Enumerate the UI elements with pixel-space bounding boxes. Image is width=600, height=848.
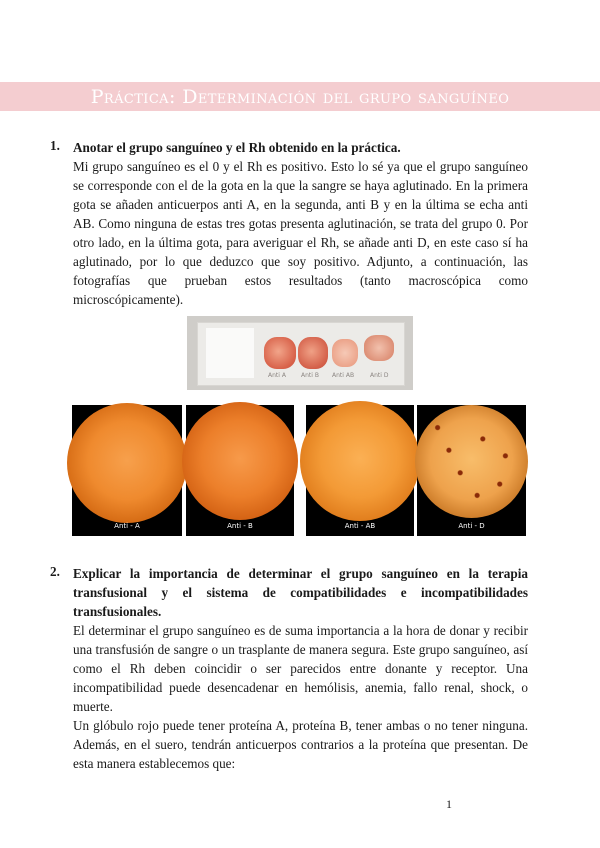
page-title: Práctica: Determinación del grupo sanguíneo bbox=[90, 85, 510, 108]
drop-anti-b bbox=[298, 337, 328, 369]
microscope-field bbox=[415, 405, 528, 518]
section-2 bbox=[50, 564, 528, 773]
slide-label: Anti AB bbox=[332, 372, 355, 379]
micrograph-label: Anti - A bbox=[114, 522, 140, 530]
glass-slide bbox=[197, 322, 405, 386]
drop-anti-ab bbox=[332, 339, 358, 367]
section-1 bbox=[50, 138, 528, 309]
section-heading: Explicar la importancia de determinar el grupo sanguíneo en la terapia transfusional y el sistema de compatibilidades e incompatibilidades transfusionales. bbox=[73, 566, 528, 619]
page-number: 1 bbox=[446, 797, 452, 811]
micrograph-label: Anti - B bbox=[227, 522, 253, 530]
section-number: 1. bbox=[50, 138, 60, 153]
micrograph-label: Anti - AB bbox=[344, 522, 376, 530]
microscope-field bbox=[300, 401, 420, 521]
micrograph-anti-a bbox=[72, 405, 182, 536]
micrograph-anti-d bbox=[417, 405, 526, 536]
slide-label: Anti A bbox=[268, 372, 286, 379]
title-band bbox=[0, 82, 600, 111]
section-paragraph: El determinar el grupo sanguíneo es de suma importancia a la hora de donar y recibir una transfusión de sangre o un trasplante de manera segura. Este grupo sanguíneo, así como el Rh deben coincidir o ser parecidos entre donante y receptor. Una incompatibilidad puede desencadenar en hemólisis, anemia, fallo renal, shock, o muerte. bbox=[73, 623, 528, 714]
slide-label: Anti D bbox=[370, 372, 389, 379]
slide-label: Anti B bbox=[301, 372, 319, 379]
section-heading: Anotar el grupo sanguíneo y el Rh obtenido en la práctica. bbox=[73, 140, 401, 155]
section-paragraph: Un glóbulo rojo puede tener proteína A, proteína B, tener ambas o no tener ninguna. Además, en el suero, tendrán anticuerpos contrarios a la proteína que presentan. De esta manera establecemos que: bbox=[73, 718, 528, 771]
micrograph-label: Anti - D bbox=[458, 522, 485, 530]
microscope-field bbox=[182, 402, 298, 520]
drop-anti-a bbox=[264, 337, 296, 369]
frosted-end bbox=[206, 328, 254, 378]
drop-anti-d bbox=[364, 335, 394, 361]
section-paragraph: Mi grupo sanguíneo es el 0 y el Rh es positivo. Esto lo sé ya que el grupo sanguíneo se corresponde con el de la gota en la que la sangre se haya aglutinado. En la primera gota se añaden anticuerpos anti A, en la segunda, anti B y en la última se echa anti AB. Como ninguna de estas tres gotas presenta aglutinación, se trata del grupo 0. Por otro lado, en la última gota, para averiguar el Rh, se añade anti D, en este caso sí ha aglutinado, por lo que deduzco que soy positivo. Adjunto, a continuación, las fotografías que prueban estos resultados (tanto macroscópica como microscópicamente). bbox=[73, 159, 528, 307]
macroscopic-slide-photo bbox=[187, 316, 413, 390]
section-number: 2. bbox=[50, 564, 60, 579]
micrograph-anti-ab bbox=[306, 405, 414, 536]
microscope-field bbox=[67, 403, 187, 523]
micrograph-anti-b bbox=[186, 405, 294, 536]
